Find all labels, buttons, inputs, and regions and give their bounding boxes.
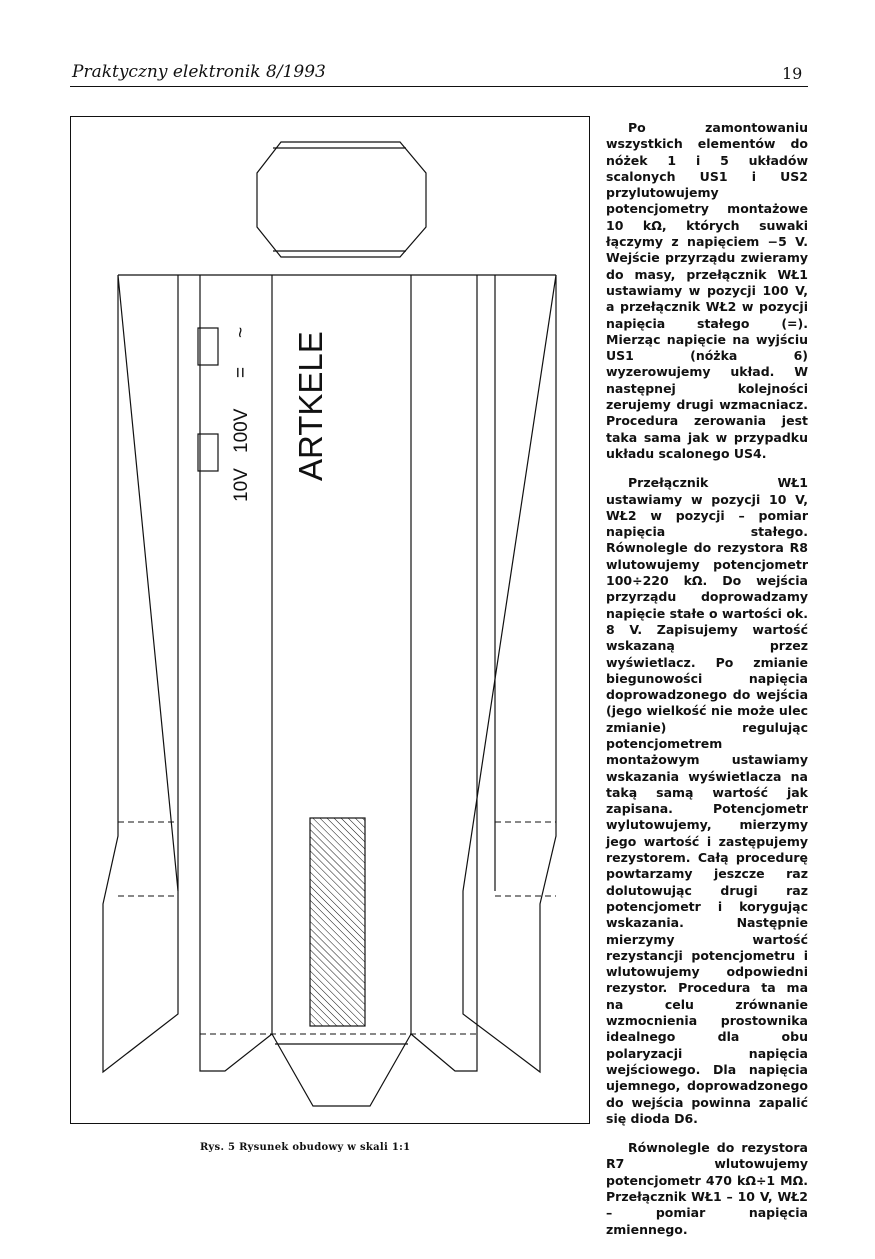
- switch-window-lower: [198, 434, 218, 471]
- journal-title: Praktyczny elektronik 8/1993: [72, 62, 326, 82]
- label-artkele: ARTKELE: [292, 331, 329, 481]
- label-dc: =: [231, 366, 252, 378]
- top-flap: [257, 142, 426, 257]
- label-100v: 100V: [231, 408, 252, 453]
- left-side-panel: [103, 275, 178, 1072]
- label-ac: ~: [231, 326, 252, 338]
- enclosure-drawing: [70, 116, 590, 1124]
- paragraph: Po zamontowaniu wszystkich elementów do nóżek 1 i 5 układów scalonych US1 i US2 przylutowujemy potencjometry montażowe 10 kΩ, których suwaki łączymy z napięciem −5 V. Wejście przyrządu zwieramy do masy, przełącznik WŁ1 ustawiamy w pozycji 100 V, a przełącznik WŁ2 w pozycji napięcia stałego (=). Mierząc napięcie na wyjściu US1 (nóżka 6) wyzerowujemy układ. W następnej kolejności zerujemy drugi wzmacniacz. Procedura zerowania jest taka sama jak w przypadku układu scalonego US4.: [606, 120, 808, 461]
- header-rule: [70, 86, 808, 87]
- body-text-column: [606, 120, 808, 1251]
- paragraph: Przełącznik WŁ1 ustawiamy w pozycji 10 V, WŁ2 w pozycji – pomiar napięcia stałego. Równolegle do rezystora R8 wlutowujemy potencjometr 100÷220 kΩ. Do wejścia przyrządu doprowadzamy napięcie stałe o wartości ok. 8 V. Zapisujemy wartość wskazaną przez wyświetlacz. Po zmianie biegunowości napięcia doprowadzonego do wejścia (jego wielkość nie może ulec zmianie) regulując potencjometrem montażowym ustawiamy wskazania wyświetlacza na taką samą wartość jak zapisana. Potencjometr wylutowujemy, mierzymy jego wartość i zastępujemy rezystorem. Całą procedurę powtarzamy jeszcze raz dolutowując drugi raz potencjometr i korygując wskazania. Następnie mierzymy wartość rezystancji potencjometru i wlutowujemy odpowiedni rezystor. Procedura ta ma na celu zrównanie wzmocnienia prostownika idealnego dla obu polaryzacji napięcia wejściowego. Dla napięcia ujemnego, doprowadzonego do wejścia powinna zapalić się dioda D6.: [606, 475, 808, 1126]
- bottom-flap-right: [411, 1034, 477, 1071]
- bottom-flap-left: [200, 1034, 272, 1071]
- switch-window-upper: [198, 328, 218, 365]
- page-number: 19: [782, 64, 803, 83]
- bottom-flap-center: [272, 1034, 411, 1106]
- paragraph: Równolegle do rezystora R7 wlutowujemy potencjometr 470 kΩ÷1 MΩ. Przełącznik WŁ1 – 10 V, WŁ2 – pomiar napięcia zmiennego.: [606, 1140, 808, 1237]
- label-10v: 10V: [231, 468, 252, 502]
- display-window: [310, 818, 365, 1026]
- figure-caption: Rys. 5 Rysunek obudowy w skali 1:1: [200, 1142, 411, 1153]
